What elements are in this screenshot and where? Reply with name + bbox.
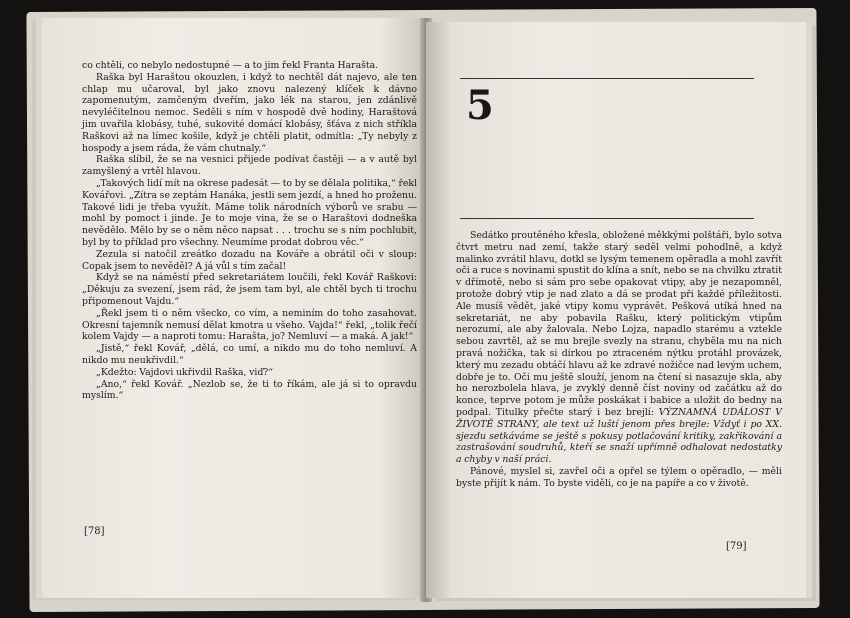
paragraph: „Ano,“ řekl Kovář. „Nezlob se, že ti to říkám, ale já si to opravdu myslím.“ bbox=[82, 378, 417, 402]
page-number-right: [79] bbox=[726, 541, 747, 552]
paragraph: „Takových lidí mít na okrese padesát — to by se dělala politika,“ řekl Kovářovi. „Zítra se zeptám Hanáka, jestli sem jezdí, a hned ho proženu. Takové lidi je třeba využít. Máme tolik národních výborů ve srabu — mohl by pomoct i jinde. Je to moje vina, že se o Haraštovi dodneška nevědělo. Mělo by se o něm něco napsat . . . trochu se s ním pochlubit, byl by to příklad pro všechny. Neumíme prodat dobrou věc.“ bbox=[82, 177, 417, 248]
chapter-rule-top bbox=[460, 78, 754, 79]
chapter-rule-bottom bbox=[460, 218, 754, 219]
paragraph: „Jistě,“ řekl Kovář, „dělá, co umí, a nikdo mu do toho nemluví. A nikdo mu neukřivdil.“ bbox=[82, 343, 417, 366]
right-page-text bbox=[456, 230, 782, 490]
paragraph bbox=[456, 230, 782, 466]
paragraph: „Kdežto: Vajdovi ukřivdil Raška, viď?“ bbox=[96, 366, 274, 378]
left-page bbox=[42, 18, 426, 598]
right-page bbox=[426, 22, 806, 598]
paragraph: Raška byl Haraštou okouzlen, i když to nechtěl dát najevo, ale ten chlap mu učaroval, byl jako znovu nalezený klíček k dávno zapomenutým, zamčeným dveřím, jako lék na starou, jen zdánlivě nevyléčitelnou nemoc. Seděli s ním v hospodě dvě hodiny, Haraštová jim uvařila klobásy, tuhé, sukovité domácí klobásy, šťáva z nich stříkla Raškovi až na límec košile, když je chtěli platit, odmítla: „Ty nebyly z hospody a jsem ráda, že vám chutnaly.“ bbox=[82, 71, 417, 154]
paragraph: Pánové, myslel si, zavřel oči a opřel se týlem o opěradlo, — měli byste přijít k nám. To byste viděli, co je na papíře a co v životě. bbox=[456, 465, 782, 489]
paragraph: co chtěli, co nebylo nedostupné — a to jim řekl Franta Haraštа. bbox=[82, 60, 379, 71]
paragraph: Když se na náměstí před sekretariátem loučili, řekl Kovář Raškovi: „Děkuju za svezení, jsem rád, že jsem tam byl, ale chtěl bych ti trochu připomenout Vajdu.“ bbox=[82, 272, 417, 307]
italic-quote: VÝZNAMNÁ UDÁLOST V ŽIVOTĚ STRANY, ale text už luští jenom přes brejle: Vždyť i po XX. sjezdu setkáváme se ještě s pokusy potlačování kritiky, zakřikování a zastrašování soudruhů, kteří se snaží upřímně odhalovat nedostatky a chyby v naší práci. bbox=[456, 406, 782, 466]
left-page-text bbox=[82, 60, 417, 402]
paragraph: Raška slíbil, že se na vesnici přijede podívat častěji — a v autě byl zamyšlený a vrtěl hlavou. bbox=[82, 154, 417, 178]
paragraph: „Řekl jsem ti o něm všecko, co vím, a neminím do toho zasahovat. Okresní tajemník nemusí dělat kmotra u všeho. Vajda!“ řekl, „tolik řečí kolem Vajdy — a naproti tomu: Harašta, jo? Nemluví — a maká. A jak!“ bbox=[82, 307, 417, 343]
chapter-number: 5 bbox=[466, 82, 494, 129]
page-number-left: [78] bbox=[84, 526, 105, 537]
paragraph: Zezula si natočil zreátko dozadu na Kováře a obrátil oči v sloup: Copak jsem to nevěděl? A já vůl s tím začal! bbox=[82, 248, 417, 272]
paragraph-body: Sedátko proutěného křesla, obložené měkkými polštáři, bylo sotva čtvrt metru nad zemí, takže starý seděl velmi pohodlně, a když malinko zvrátil hlavu, dotkl se lysým temenem opěradla a mohl zavřít oči a ruce s novinami spustit do klína a snít, nebo se na chvilku ztratit v dřímotě, nebo si sám pro sebe opakovat vtipy, aby je nezapomněl, protože dobrý vtip je nad zlato a dá se prodat při každé příležitosti. Ale musíš vědět, jaké vtipy komu vyprávět. Pešková utíká hned na sekretariát, ne aby pobavila Rašku, který politickým vtipům nerozumí, ale aby žalovala. Nebo Lojza, napadlo starému a vztekle sebou zavrtěl, až se mu brejle svezly na stranu, chyběla mu na nich pravá nožička, tak si dírkou po ztraceném nýtku protáhl provázek, který mu zezadu obtáčí hlavu až ke zdravé nožičce nad levým uchem, dobře je to. Oči mu ještě slouží, jenom na čtení si nasazuje skla, aby ho nerozbolela hlava, je zvyklý denně číst noviny od začátku až do konce, teprve potom je může poskákat i babice a uložit do bedny na podpal. Titulky přečte starý i bez brejlí: bbox=[456, 230, 783, 418]
